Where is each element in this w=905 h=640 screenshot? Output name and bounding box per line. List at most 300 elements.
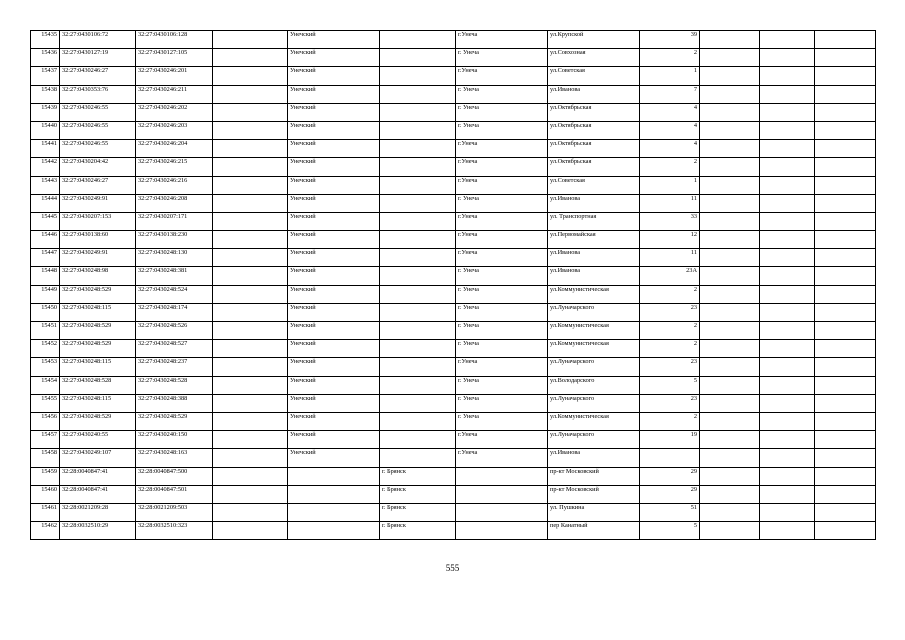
district-cell (288, 467, 380, 485)
extra-cell-1 (700, 340, 760, 358)
street-cell: пр-кт Московский (548, 485, 640, 503)
extra-cell-1 (700, 285, 760, 303)
table-row (31, 140, 876, 158)
extra-cell-1 (700, 176, 760, 194)
street-cell: ул.Иванова (548, 449, 640, 467)
cadastral-number: 32:27:0430127:19 (60, 49, 136, 67)
row-number: 15444 (31, 194, 60, 212)
extra-cell-3 (815, 212, 876, 230)
object-cadastral-number: 32:27:0430248:526 (136, 322, 213, 340)
district-cell: Унечский (288, 194, 380, 212)
cadastral-number: 32:27:0430246:27 (60, 176, 136, 194)
cadastral-number: 32:27:0430353:76 (60, 85, 136, 103)
house-number-cell: 51 (640, 503, 700, 521)
object-cadastral-number: 32:27:0430248:130 (136, 249, 213, 267)
district-cell (288, 503, 380, 521)
table-row (31, 303, 876, 321)
house-number-cell: 23 (640, 303, 700, 321)
extra-cell-3 (815, 85, 876, 103)
row-number: 15446 (31, 231, 60, 249)
town-cell: г. Унеча (456, 103, 548, 121)
cadastral-number: 32:28:0032510:29 (60, 522, 136, 540)
extra-cell-2 (760, 449, 815, 467)
district-cell: Унечский (288, 85, 380, 103)
street-cell: ул.Коммунистическая (548, 322, 640, 340)
object-cadastral-number: 32:28:0040847:500 (136, 467, 213, 485)
extra-cell-2 (760, 231, 815, 249)
blank-cell (213, 103, 288, 121)
city-cell (380, 412, 456, 430)
row-number: 15460 (31, 485, 60, 503)
blank-cell (213, 31, 288, 49)
city-cell (380, 358, 456, 376)
object-cadastral-number: 32:27:0430240:150 (136, 431, 213, 449)
house-number-cell: 33 (640, 212, 700, 230)
object-cadastral-number: 32:27:0430246:203 (136, 121, 213, 139)
blank-cell (213, 485, 288, 503)
street-cell: ул.Октябрьская (548, 140, 640, 158)
extra-cell-2 (760, 485, 815, 503)
table-row (31, 412, 876, 430)
table-row (31, 503, 876, 521)
house-number-cell: 2 (640, 158, 700, 176)
row-number: 15442 (31, 158, 60, 176)
blank-cell (213, 249, 288, 267)
house-number-cell: 23А (640, 267, 700, 285)
table-row (31, 231, 876, 249)
row-number: 15443 (31, 176, 60, 194)
street-cell: ул.Советская (548, 67, 640, 85)
extra-cell-3 (815, 394, 876, 412)
row-number: 15435 (31, 31, 60, 49)
town-cell: г. Унеча (456, 121, 548, 139)
object-cadastral-number: 32:28:0032510:323 (136, 522, 213, 540)
house-number-cell: 29 (640, 467, 700, 485)
table-row (31, 158, 876, 176)
house-number-cell: 23 (640, 358, 700, 376)
extra-cell-3 (815, 522, 876, 540)
cadastral-number: 32:27:0430240:55 (60, 431, 136, 449)
town-cell: г. Унеча (456, 412, 548, 430)
town-cell: г.Унеча (456, 449, 548, 467)
blank-cell (213, 85, 288, 103)
row-number: 15440 (31, 121, 60, 139)
extra-cell-2 (760, 249, 815, 267)
extra-cell-3 (815, 49, 876, 67)
town-cell: г.Унеча (456, 212, 548, 230)
extra-cell-1 (700, 431, 760, 449)
blank-cell (213, 431, 288, 449)
extra-cell-2 (760, 176, 815, 194)
extra-cell-1 (700, 485, 760, 503)
street-cell: ул.Крупской (548, 31, 640, 49)
extra-cell-1 (700, 358, 760, 376)
row-number: 15461 (31, 503, 60, 521)
house-number-cell: 1 (640, 176, 700, 194)
house-number-cell: 2 (640, 285, 700, 303)
extra-cell-1 (700, 140, 760, 158)
town-cell: г.Унеча (456, 249, 548, 267)
row-number: 15450 (31, 303, 60, 321)
extra-cell-3 (815, 376, 876, 394)
extra-cell-3 (815, 503, 876, 521)
street-cell: ул.Луначарского (548, 431, 640, 449)
city-cell (380, 176, 456, 194)
cadastral-number: 32:28:0021209:28 (60, 503, 136, 521)
district-cell: Унечский (288, 176, 380, 194)
street-cell: пр-кт Московский (548, 467, 640, 485)
table-row (31, 267, 876, 285)
row-number: 15439 (31, 103, 60, 121)
district-cell (288, 522, 380, 540)
row-number: 15462 (31, 522, 60, 540)
extra-cell-2 (760, 358, 815, 376)
street-cell: ул.Володарского (548, 376, 640, 394)
extra-cell-1 (700, 231, 760, 249)
house-number-cell: 29 (640, 485, 700, 503)
extra-cell-3 (815, 485, 876, 503)
house-number-cell: 4 (640, 103, 700, 121)
cadastral-number: 32:27:0430248:528 (60, 376, 136, 394)
house-number-cell: 2 (640, 412, 700, 430)
city-cell (380, 212, 456, 230)
extra-cell-1 (700, 249, 760, 267)
cadastral-number: 32:27:0430248:98 (60, 267, 136, 285)
extra-cell-2 (760, 431, 815, 449)
extra-cell-3 (815, 176, 876, 194)
blank-cell (213, 449, 288, 467)
city-cell (380, 249, 456, 267)
city-cell (380, 194, 456, 212)
extra-cell-3 (815, 140, 876, 158)
blank-cell (213, 212, 288, 230)
table-row (31, 249, 876, 267)
extra-cell-1 (700, 85, 760, 103)
extra-cell-3 (815, 431, 876, 449)
city-cell: г. Брянск (380, 485, 456, 503)
table-row (31, 394, 876, 412)
city-cell (380, 285, 456, 303)
city-cell (380, 340, 456, 358)
house-number-cell: 11 (640, 249, 700, 267)
object-cadastral-number: 32:27:0430138:230 (136, 231, 213, 249)
object-cadastral-number: 32:27:0430248:174 (136, 303, 213, 321)
cadastral-number: 32:27:0430248:115 (60, 394, 136, 412)
district-cell: Унечский (288, 431, 380, 449)
table-row (31, 431, 876, 449)
town-cell: г.Унеча (456, 67, 548, 85)
blank-cell (213, 322, 288, 340)
cadastral-number: 32:27:0430207:153 (60, 212, 136, 230)
house-number-cell: 2 (640, 340, 700, 358)
cadastral-number: 32:27:0430106:72 (60, 31, 136, 49)
table-row (31, 358, 876, 376)
extra-cell-1 (700, 194, 760, 212)
blank-cell (213, 394, 288, 412)
city-cell (380, 67, 456, 85)
house-number-cell: 12 (640, 231, 700, 249)
town-cell: г. Унеча (456, 376, 548, 394)
town-cell: г.Унеча (456, 231, 548, 249)
street-cell: ул.Иванова (548, 85, 640, 103)
blank-cell (213, 267, 288, 285)
extra-cell-1 (700, 322, 760, 340)
row-number: 15437 (31, 67, 60, 85)
extra-cell-2 (760, 522, 815, 540)
cadastral-number: 32:27:0430246:55 (60, 121, 136, 139)
cadastral-number: 32:27:0430246:55 (60, 140, 136, 158)
object-cadastral-number: 32:27:0430246:211 (136, 85, 213, 103)
district-cell: Унечский (288, 49, 380, 67)
district-cell: Унечский (288, 303, 380, 321)
street-cell: ул.Октябрьская (548, 121, 640, 139)
object-cadastral-number: 32:28:0040847:501 (136, 485, 213, 503)
extra-cell-3 (815, 285, 876, 303)
extra-cell-1 (700, 103, 760, 121)
house-number-cell: 4 (640, 140, 700, 158)
house-number-cell: 4 (640, 121, 700, 139)
extra-cell-2 (760, 394, 815, 412)
table-row (31, 285, 876, 303)
object-cadastral-number: 32:27:0430246:208 (136, 194, 213, 212)
city-cell (380, 303, 456, 321)
extra-cell-2 (760, 503, 815, 521)
blank-cell (213, 358, 288, 376)
house-number-cell: 1 (640, 67, 700, 85)
registry-table-body (31, 31, 876, 540)
district-cell: Унечский (288, 322, 380, 340)
district-cell: Унечский (288, 158, 380, 176)
cadastral-number: 32:27:0430249:107 (60, 449, 136, 467)
house-number-cell: 5 (640, 376, 700, 394)
row-number: 15452 (31, 340, 60, 358)
extra-cell-1 (700, 303, 760, 321)
district-cell: Унечский (288, 31, 380, 49)
blank-cell (213, 49, 288, 67)
extra-cell-1 (700, 376, 760, 394)
table-row (31, 67, 876, 85)
cadastral-number: 32:27:0430248:529 (60, 340, 136, 358)
extra-cell-3 (815, 31, 876, 49)
cadastral-number: 32:27:0430248:115 (60, 303, 136, 321)
table-row (31, 467, 876, 485)
house-number-cell: 11 (640, 194, 700, 212)
city-cell (380, 431, 456, 449)
district-cell: Унечский (288, 285, 380, 303)
extra-cell-2 (760, 285, 815, 303)
street-cell: ул.Иванова (548, 267, 640, 285)
extra-cell-2 (760, 267, 815, 285)
city-cell (380, 85, 456, 103)
object-cadastral-number: 32:27:0430248:524 (136, 285, 213, 303)
extra-cell-1 (700, 449, 760, 467)
street-cell: ул. Транспортная (548, 212, 640, 230)
district-cell: Унечский (288, 267, 380, 285)
district-cell: Унечский (288, 376, 380, 394)
house-number-cell: 2 (640, 322, 700, 340)
object-cadastral-number: 32:27:0430246:202 (136, 103, 213, 121)
city-cell (380, 158, 456, 176)
row-number: 15458 (31, 449, 60, 467)
street-cell: ул.Иванова (548, 249, 640, 267)
row-number: 15447 (31, 249, 60, 267)
blank-cell (213, 121, 288, 139)
street-cell: ул.Октябрьская (548, 158, 640, 176)
extra-cell-3 (815, 121, 876, 139)
extra-cell-2 (760, 303, 815, 321)
cadastral-number: 32:27:0430246:55 (60, 103, 136, 121)
table-row (31, 522, 876, 540)
table-row (31, 212, 876, 230)
cadastral-number: 32:28:0040847:41 (60, 485, 136, 503)
town-cell: г.Унеча (456, 176, 548, 194)
street-cell: ул.Иванова (548, 194, 640, 212)
extra-cell-1 (700, 49, 760, 67)
extra-cell-2 (760, 158, 815, 176)
town-cell: г. Унеча (456, 322, 548, 340)
extra-cell-2 (760, 121, 815, 139)
district-cell: Унечский (288, 67, 380, 85)
table-row (31, 322, 876, 340)
district-cell: Унечский (288, 103, 380, 121)
cadastral-number: 32:27:0430204:42 (60, 158, 136, 176)
blank-cell (213, 522, 288, 540)
city-cell (380, 140, 456, 158)
table-row (31, 31, 876, 49)
object-cadastral-number: 32:27:0430246:216 (136, 176, 213, 194)
blank-cell (213, 158, 288, 176)
object-cadastral-number: 32:27:0430248:529 (136, 412, 213, 430)
blank-cell (213, 140, 288, 158)
row-number: 15456 (31, 412, 60, 430)
district-cell: Унечский (288, 212, 380, 230)
town-cell: г. Унеча (456, 303, 548, 321)
town-cell (456, 467, 548, 485)
city-cell (380, 49, 456, 67)
cadastral-number: 32:27:0430248:529 (60, 412, 136, 430)
table-row (31, 376, 876, 394)
extra-cell-3 (815, 467, 876, 485)
town-cell: г. Унеча (456, 285, 548, 303)
table-row (31, 485, 876, 503)
blank-cell (213, 285, 288, 303)
table-row (31, 103, 876, 121)
town-cell (456, 522, 548, 540)
extra-cell-1 (700, 67, 760, 85)
cadastral-number: 32:27:0430248:529 (60, 322, 136, 340)
row-number: 15436 (31, 49, 60, 67)
town-cell: г.Унеча (456, 358, 548, 376)
cadastral-number: 32:27:0430248:529 (60, 285, 136, 303)
district-cell: Унечский (288, 249, 380, 267)
house-number-cell: 5 (640, 522, 700, 540)
table-row (31, 49, 876, 67)
row-number: 15454 (31, 376, 60, 394)
extra-cell-3 (815, 194, 876, 212)
district-cell (288, 485, 380, 503)
extra-cell-1 (700, 212, 760, 230)
object-cadastral-number: 32:27:0430246:215 (136, 158, 213, 176)
town-cell: г.Унеча (456, 158, 548, 176)
row-number: 15445 (31, 212, 60, 230)
extra-cell-1 (700, 394, 760, 412)
town-cell: г. Унеча (456, 85, 548, 103)
cadastral-number: 32:27:0430249:91 (60, 194, 136, 212)
extra-cell-2 (760, 340, 815, 358)
town-cell: г.Унеча (456, 31, 548, 49)
row-number: 15459 (31, 467, 60, 485)
object-cadastral-number: 32:27:0430248:237 (136, 358, 213, 376)
street-cell: ул.Первомайская (548, 231, 640, 249)
extra-cell-3 (815, 158, 876, 176)
object-cadastral-number: 32:27:0430246:204 (136, 140, 213, 158)
house-number-cell: 39 (640, 31, 700, 49)
street-cell: ул.Совхозная (548, 49, 640, 67)
house-number-cell: 19 (640, 431, 700, 449)
street-cell: ул.Советская (548, 176, 640, 194)
table-row (31, 194, 876, 212)
city-cell: г. Брянск (380, 467, 456, 485)
extra-cell-2 (760, 31, 815, 49)
object-cadastral-number: 32:27:0430248:388 (136, 394, 213, 412)
extra-cell-1 (700, 503, 760, 521)
street-cell: ул.Октябрьская (548, 103, 640, 121)
city-cell (380, 267, 456, 285)
extra-cell-3 (815, 412, 876, 430)
town-cell: г. Унеча (456, 267, 548, 285)
table-row (31, 340, 876, 358)
extra-cell-3 (815, 67, 876, 85)
row-number: 15438 (31, 85, 60, 103)
registry-table (30, 30, 876, 540)
district-cell: Унечский (288, 140, 380, 158)
blank-cell (213, 467, 288, 485)
town-cell (456, 485, 548, 503)
row-number: 15449 (31, 285, 60, 303)
extra-cell-3 (815, 267, 876, 285)
row-number: 15448 (31, 267, 60, 285)
town-cell: г. Унеча (456, 394, 548, 412)
cadastral-number: 32:28:0040847:41 (60, 467, 136, 485)
extra-cell-1 (700, 31, 760, 49)
blank-cell (213, 503, 288, 521)
street-cell: ул.Луначарского (548, 394, 640, 412)
row-number: 15453 (31, 358, 60, 376)
table-row (31, 176, 876, 194)
street-cell: ул.Луначарского (548, 303, 640, 321)
street-cell: ул.Коммунистическая (548, 285, 640, 303)
cadastral-number: 32:27:0430248:115 (60, 358, 136, 376)
city-cell: г. Брянск (380, 522, 456, 540)
town-cell: г.Унеча (456, 431, 548, 449)
object-cadastral-number: 32:27:0430248:381 (136, 267, 213, 285)
city-cell: г. Брянск (380, 503, 456, 521)
blank-cell (213, 67, 288, 85)
extra-cell-1 (700, 121, 760, 139)
extra-cell-2 (760, 212, 815, 230)
extra-cell-3 (815, 358, 876, 376)
town-cell: г. Унеча (456, 194, 548, 212)
page-number: 555 (445, 563, 460, 573)
extra-cell-3 (815, 103, 876, 121)
extra-cell-1 (700, 467, 760, 485)
extra-cell-3 (815, 322, 876, 340)
district-cell: Унечский (288, 394, 380, 412)
extra-cell-3 (815, 231, 876, 249)
blank-cell (213, 194, 288, 212)
blank-cell (213, 340, 288, 358)
cadastral-number: 32:27:0430246:27 (60, 67, 136, 85)
